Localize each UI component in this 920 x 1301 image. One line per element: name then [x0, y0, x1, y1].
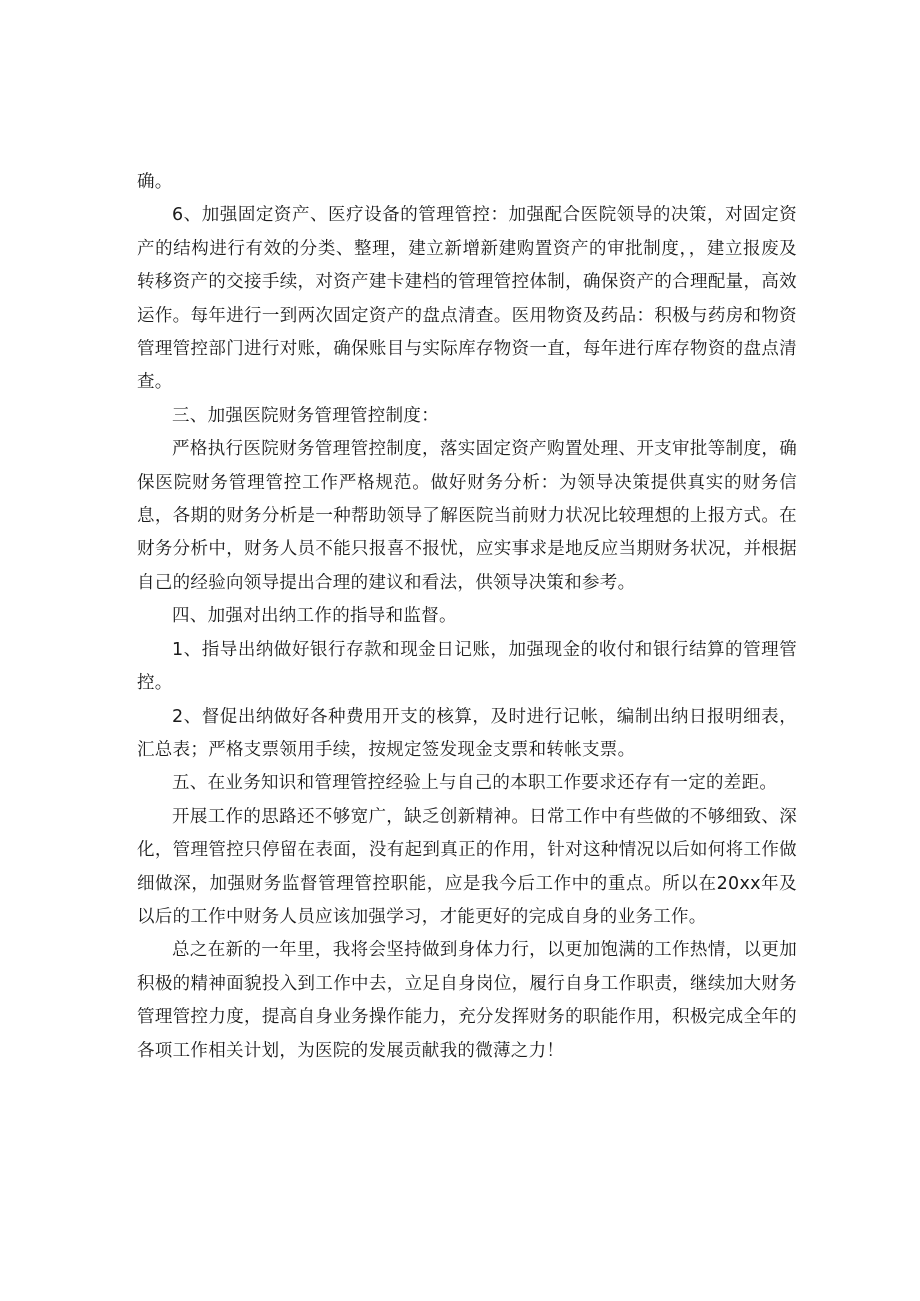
- paragraph-fixed-assets: 6、加强固定资产、医疗设备的管理管控：加强配合医院领导的决策，对固定资产的结构进行有效的分类、整理，建立新增新建购置资产的审批制度，，建立报废及转移资产的交接手续，对资产建卡建档的管理管控体制，确保资产的合理配量，高效运作。每年进行一到两次固定资产的盘点清查。医用物资及药品：积极与药房和物资管理管控部门进行对账，确保账目与实际库存物资一直，每年进行库存物资的盘点清查。: [137, 205, 797, 393]
- paragraph-cashier-guidance-2: 2、督促出纳做好各种费用开支的核算，及时进行记帐，编制出纳日报明细表，汇总表；严格支票领用手续，按规定签发现金支票和转帐支票。: [137, 706, 797, 760]
- paragraph-financial-system: 严格执行医院财务管理管控制度，落实固定资产购置处理、开支审批等制度，确保医院财务管理管控工作严格规范。做好财务分析：为领导决策提供真实的财务信息，各期的财务分析是一种帮助领导了解医院当前财力状况比较理想的上报方式。在财务分析中，财务人员不能只报喜不报忧，应实事求是地反应当期财务状况，并根据自己的经验向领导提出合理的建议和看法，供领导决策和参考。: [137, 439, 797, 593]
- heading-section-three: 三、加强医院财务管理管控制度：: [172, 405, 439, 426]
- paragraph-continuation: 确。: [137, 172, 173, 192]
- paragraph-shortcomings: 开展工作的思路还不够宽广，缺乏创新精神。日常工作中有些做的不够细致、深化，管理管控只停留在表面，没有起到真正的作用，针对这种情况以后如何将工作做细做深，加强财务监督管理管控职能，应是我今后工作中的重点。所以在20xx年及以后的工作中财务人员应该加强学习，才能更好的完成自身的业务工作。: [137, 806, 797, 927]
- document-body: [137, 166, 797, 1068]
- paragraph-conclusion: 总之在新的一年里，我将会坚持做到身体力行，以更加饱满的工作热情，以更加积极的精神面貌投入到工作中去，立足自身岗位，履行自身工作职责，继续加大财务管理管控力度，提高自身业务操作能力，充分发挥财务的职能作用，积极完成全年的各项工作相关计划，为医院的发展贡献我的微薄之力！: [137, 940, 797, 1061]
- heading-section-five: 五、在业务知识和管理管控经验上与自己的本职工作要求还存有一定的差距。: [172, 773, 778, 794]
- heading-section-four: 四、加强对出纳工作的指导和监督。: [172, 606, 457, 627]
- paragraph-cashier-guidance-1: 1、指导出纳做好银行存款和现金日记账，加强现金的收付和银行结算的管理管控。: [137, 639, 797, 694]
